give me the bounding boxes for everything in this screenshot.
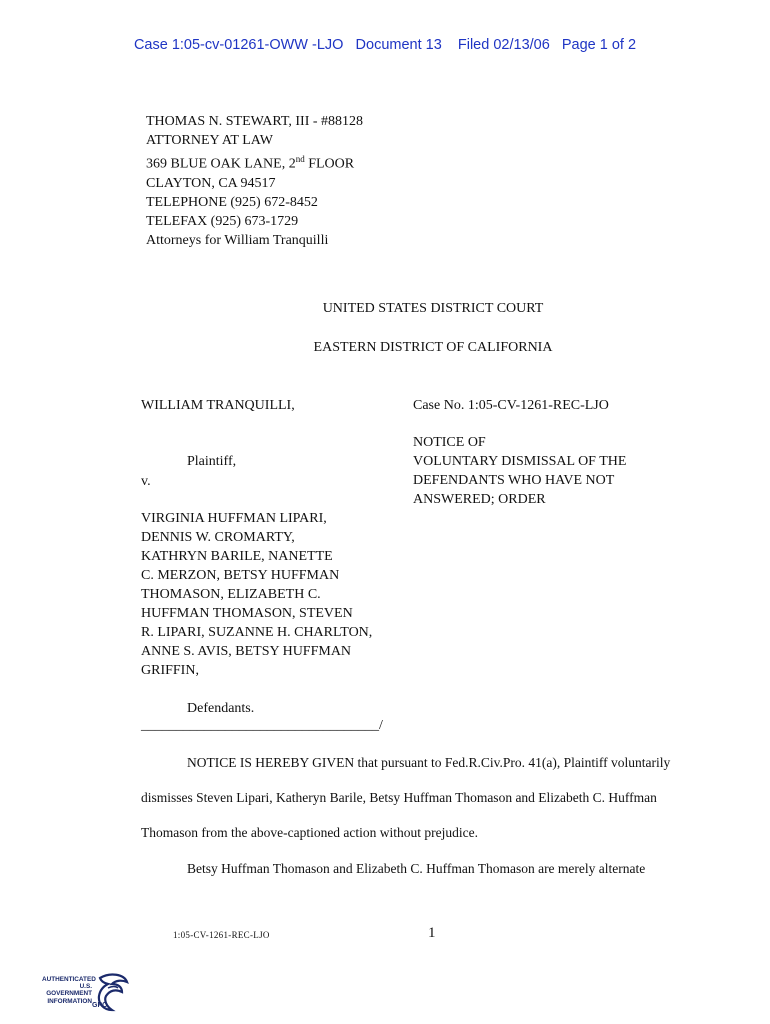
attorney-block	[146, 112, 363, 250]
defendant-line: KATHRYN BARILE, NANETTE	[141, 549, 333, 564]
defendant-line: GRIFFIN,	[141, 663, 199, 678]
address-street: 369 BLUE OAK LANE, 2	[146, 156, 296, 172]
footer-case-ref: 1:05-CV-1261-REC-LJO	[173, 930, 270, 940]
page-number: 1	[428, 925, 436, 941]
address-floor: FLOOR	[304, 156, 355, 172]
eagle-icon	[94, 972, 130, 1016]
document-title-line: NOTICE OF	[413, 435, 486, 450]
defendant-line: R. LIPARI, SUZANNE H. CHARLTON,	[141, 625, 373, 640]
gpo-authentication-seal	[42, 972, 132, 1016]
defendant-line: C. MERZON, BETSY HUFFMAN	[141, 568, 340, 583]
body-paragraph-1-line-1: NOTICE IS HEREBY GIVEN that pursuant to Fed.R.Civ.Pro. 41(a), Plaintiff voluntarily	[187, 755, 671, 770]
defendant-line: DENNIS W. CROMARTY,	[141, 530, 295, 545]
attorney-address	[146, 150, 363, 174]
document-title	[413, 433, 626, 509]
plaintiff-label: Plaintiff,	[187, 454, 237, 469]
document-title-line: VOLUNTARY DISMISSAL OF THE	[413, 454, 627, 469]
gpo-label: GPO	[92, 1002, 108, 1009]
plaintiff-name: WILLIAM TRANQUILLI,	[141, 398, 295, 413]
defendant-line: VIRGINIA HUFFMAN LIPARI,	[141, 511, 327, 526]
gpo-line: U.S. GOVERNMENT	[46, 983, 92, 998]
gpo-seal-text	[42, 976, 96, 1005]
attorney-title: ATTORNEY AT LAW	[146, 133, 273, 148]
defendants-list	[141, 509, 372, 680]
caption-divider: __________________________________/	[141, 718, 383, 733]
document-title-line: DEFENDANTS WHO HAVE NOT	[413, 473, 615, 488]
court-name: UNITED STATES DISTRICT COURT	[322, 301, 544, 316]
defendant-line: HUFFMAN THOMASON, STEVEN	[141, 606, 353, 621]
case-number: Case No. 1:05-CV-1261-REC-LJO	[413, 398, 609, 413]
body-paragraph-1-line-2: dismisses Steven Lipari, Katheryn Barile, Betsy Huffman Thomason and Elizabeth C. Huffman	[141, 790, 657, 805]
body-paragraph-1-line-3: Thomason from the above-captioned action without prejudice.	[141, 825, 479, 840]
defendant-line: ANNE S. AVIS, BETSY HUFFMAN	[141, 644, 352, 659]
document-title-line: ANSWERED; ORDER	[413, 492, 546, 507]
gpo-line: INFORMATION	[47, 997, 92, 1005]
attorney-for: Attorneys for William Tranquilli	[146, 232, 329, 248]
versus: v.	[141, 474, 151, 489]
address-ordinal: nd	[295, 154, 305, 164]
body-paragraph-2-line-1: Betsy Huffman Thomason and Elizabeth C. Huffman Thomason are merely alternate	[187, 861, 646, 876]
gpo-line: AUTHENTICATED	[42, 976, 96, 983]
attorney-telefax: TELEFAX (925) 673-1729	[146, 213, 299, 229]
attorney-city: CLAYTON, CA 94517	[146, 175, 276, 191]
ecf-header: Case 1:05-cv-01261-OWW -LJO Document 13 Filed 02/13/06 Page 1 of 2	[133, 37, 637, 53]
attorney-name: THOMAS N. STEWART, III - #88128	[146, 114, 364, 129]
defendant-line: THOMASON, ELIZABETH C.	[141, 587, 321, 602]
court-district: EASTERN DISTRICT OF CALIFORNIA	[313, 340, 553, 355]
attorney-telephone: TELEPHONE (925) 672-8452	[146, 194, 318, 210]
defendants-label: Defendants.	[187, 701, 255, 716]
